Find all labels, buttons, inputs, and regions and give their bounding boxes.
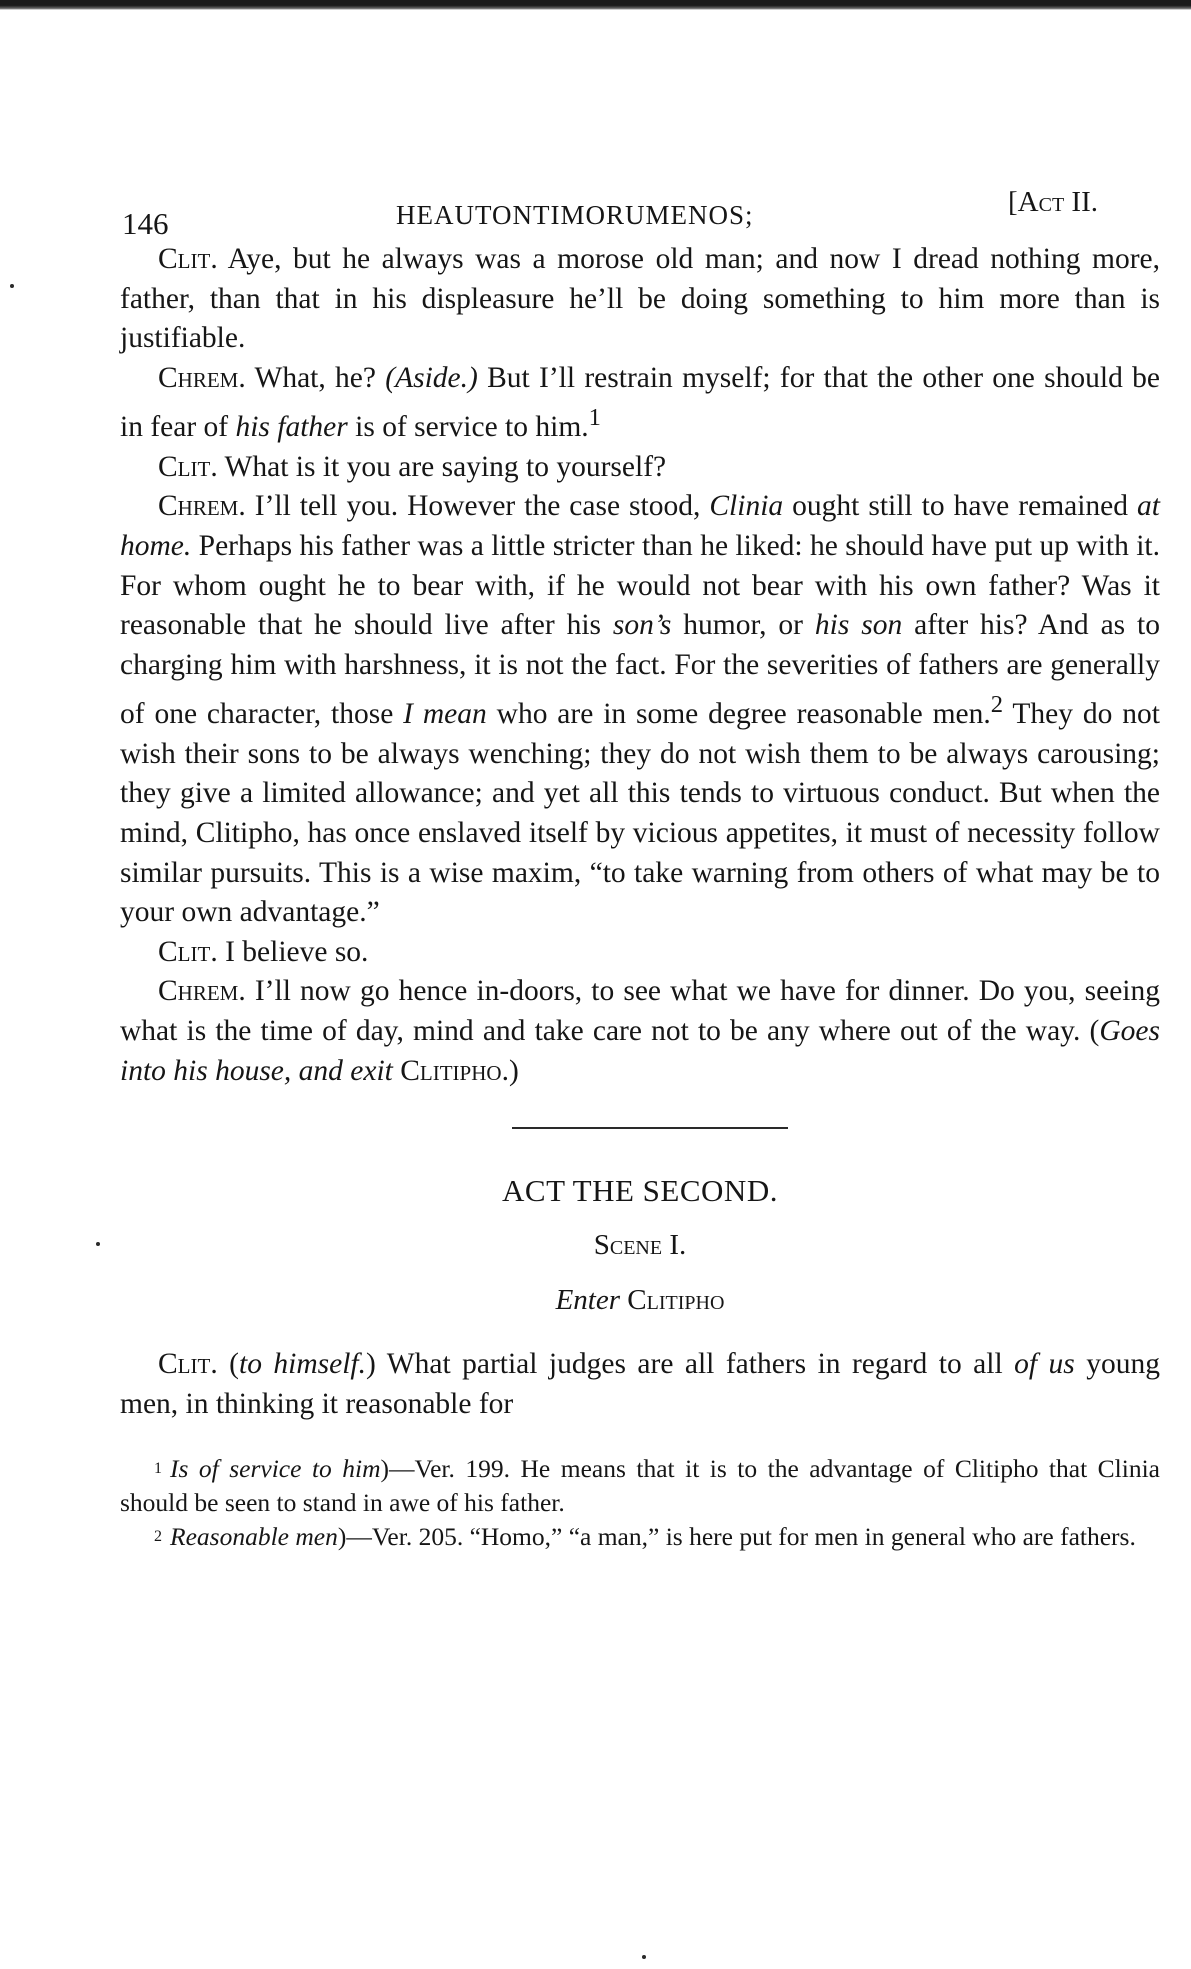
footnote-ref-1: 1 [588,404,601,432]
stage-entrance: Enter Clitipho [555,1284,725,1317]
speaker-chrem: Chrem. [158,975,246,1008]
top-edge-rule [0,0,1191,10]
speech-chrem-1: Chrem. What, he? (Aside.) But I’ll restrain myself; for that the other one should be in fear of his father is of service to him.$^1$ [120,361,1160,444]
dialogue [120,240,1160,1091]
speech-clit-2: Clit. What is it you are saying to yourself? [158,450,667,483]
speaker-clit: Clit. [158,243,218,275]
speaker-clit: Clit. [158,1348,218,1381]
margin-mark [10,284,14,288]
stage-direction: (Aside.) [385,361,478,394]
speaker-chrem: Chrem. [158,490,246,523]
speech-clit-3: Clit. I believe so. [158,935,369,968]
footnotes [120,1452,1160,1554]
speech-clit-1: Clit. Aye, but he always was a morose old man; and now I dread nothing more, father, than that in his displeasure he’ll be doing something to him more than is justifiable. [120,243,1160,355]
scene-dialogue [120,1345,1160,1424]
act-label: [Act II. [1008,186,1098,218]
speech-chrem-2: Chrem. I’ll tell you. However the case stood, Clinia ought still to have remained at home. Perhaps his father was a little stricter than he liked: he should have put up with it. For whom ought he to bear with, if he would not bear with his own father? Was it reasonable that he should live after his son’s humor, or his son after his? And as to charging him with harshness, it is not the fact. For the severities of fathers are generally of one character, those I mean who are in some degree reasonable men.$^2$ They do not wish their sons to be always wenching; they do not wish them to be always carousing; they give a limited allowance; and yet all this tends to virtuous conduct. But when the mind, Clitipho, has once enslaved itself by vicious appetites, it must of necessity follow similar pursuits. This is a wise maxim, “to take warning from others of what may be to your own advantage.” [120,490,1160,929]
speaker-chrem: Chrem. [158,361,246,394]
footnote-ref-2: 2 [990,691,1004,719]
act-heading: ACT THE SECOND. [502,1173,778,1209]
running-head [120,180,1160,240]
footnote-2: 2 Reasonable men)—Ver. 205. “Homo,” “a man,” is here put for men in general who are fathers. [154,1522,1136,1552]
stage-direction: Goes into his house, and exit [120,1014,1160,1087]
running-title: HEAUTONTIMORUMENOS; [396,200,754,230]
scene-heading: Scene I. [593,1229,687,1262]
speech-chrem-3: Chrem. I’ll now go hence in-doors, to see what we have for dinner. Do you, seeing what is the time of day, mind and take care not to be any where out of the way. (Goes into his house, and exit Clitipho.) [120,975,1160,1087]
book-page [120,180,1160,1554]
footnote-1: 1 Is of service to him)—Ver. 199. He means that it is to the advantage of Clitipho that Clinia should be seen to stand in awe of his father. [120,1454,1160,1518]
speaker-clit: Clit. [158,935,218,968]
speaker-clit: Clit. [158,450,218,483]
page-number: 146 [122,206,169,241]
section-divider [512,1127,788,1129]
margin-mark [642,1955,646,1959]
speech-clit-4: Clit. (to himself.) What partial judges are all fathers in regard to all of us young men, in thinking it reasonable for [120,1348,1161,1420]
margin-mark [96,1242,100,1246]
